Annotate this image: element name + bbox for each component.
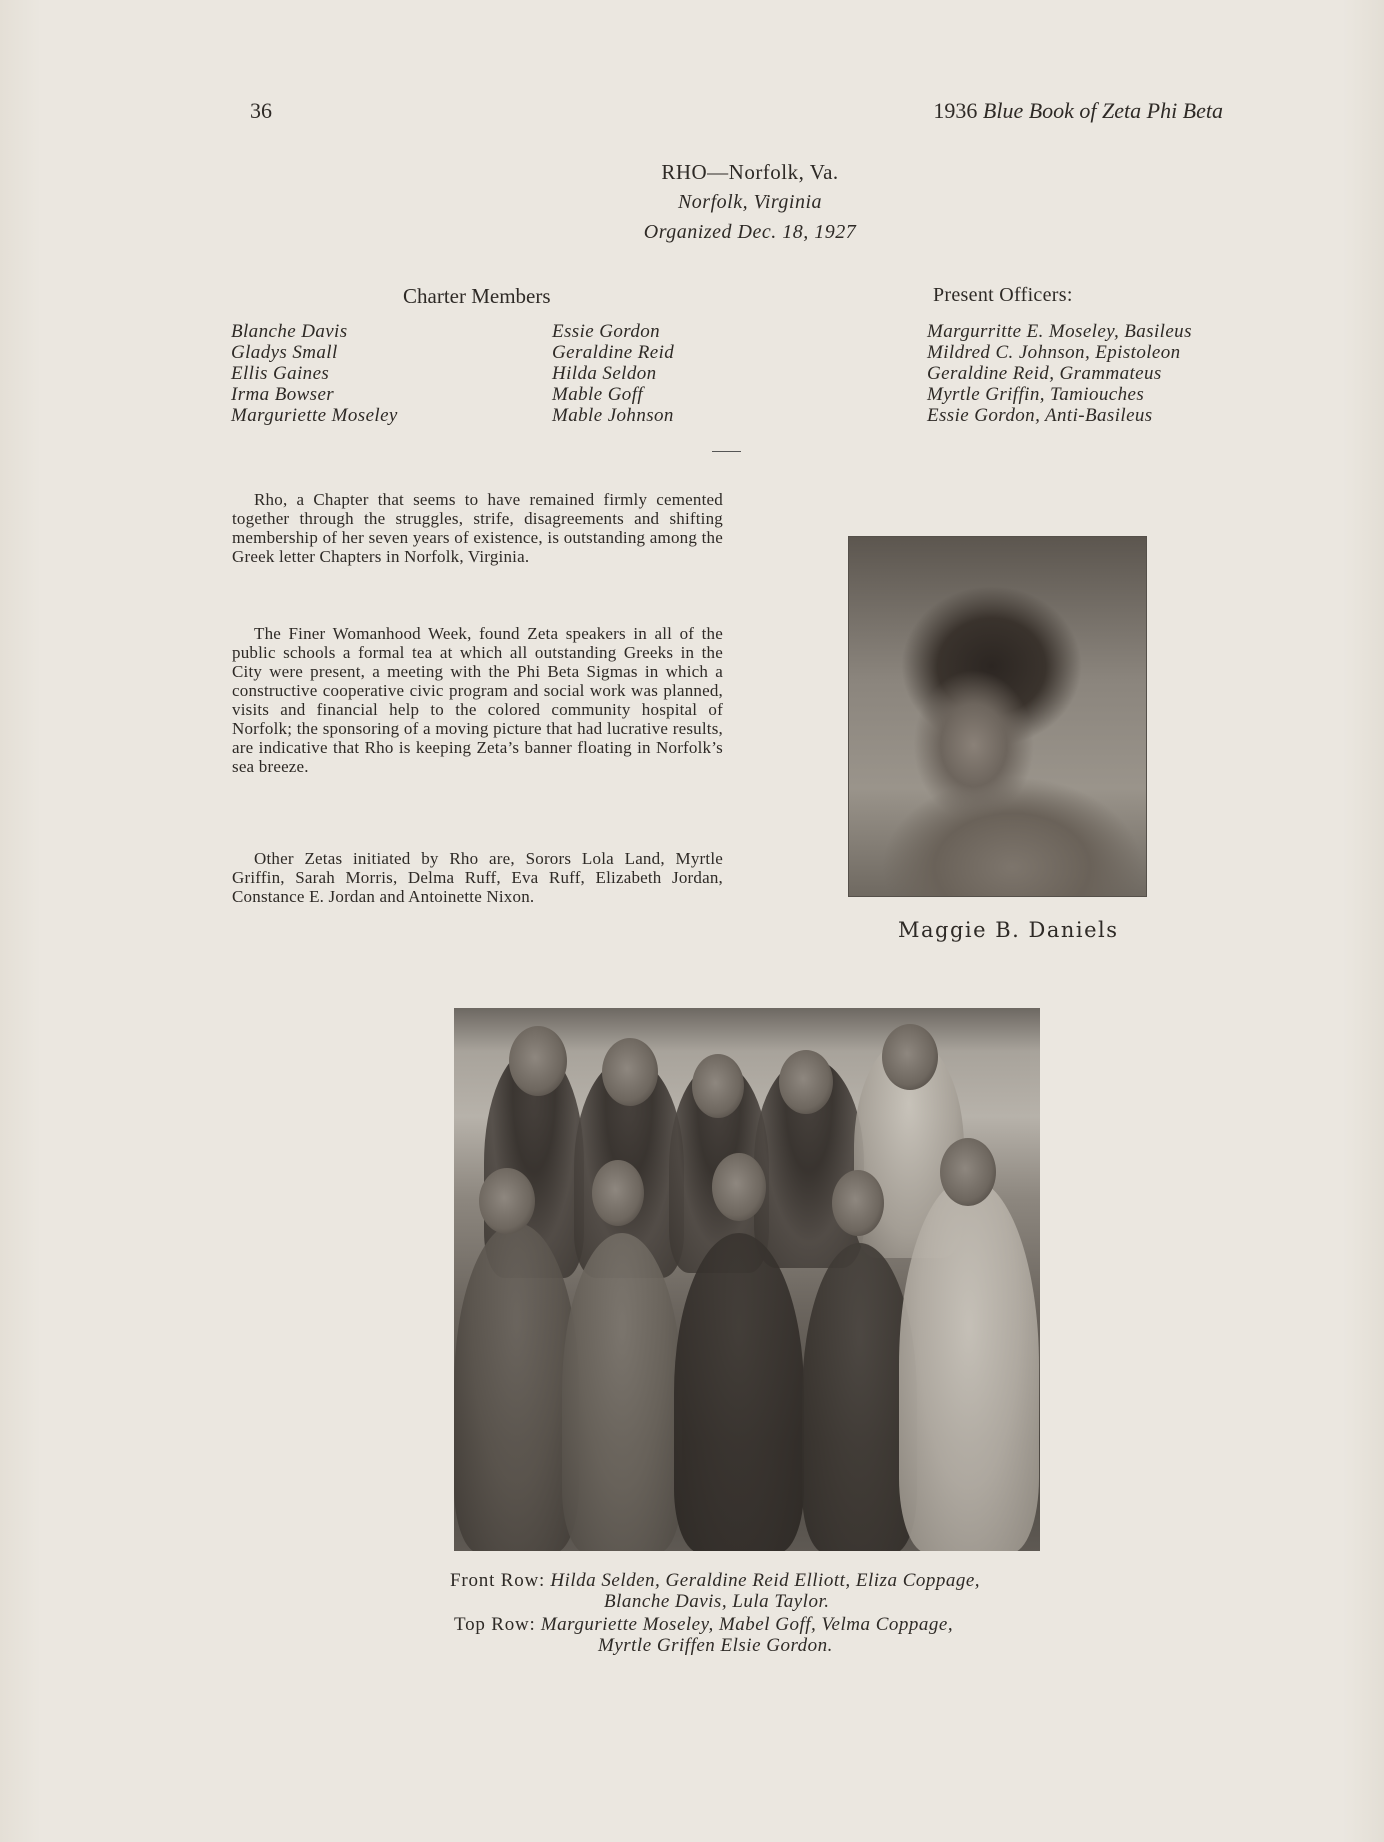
- charter-member: Mable Goff: [552, 384, 644, 405]
- running-header-year: 1936: [933, 98, 978, 123]
- officer: Margurritte E. Moseley, Basileus: [927, 321, 1192, 342]
- front-row-names-continued: Blanche Davis, Lula Taylor.: [604, 1591, 830, 1612]
- front-row-names: Hilda Selden, Geraldine Reid Elliott, Eliza Coppage,: [550, 1570, 981, 1591]
- charter-member: Geraldine Reid: [552, 342, 675, 363]
- charter-member: Irma Bowser: [231, 384, 335, 405]
- present-officers-list: [927, 321, 1247, 426]
- body-paragraph-1: Rho, a Chapter that seems to have remained firmly cemented together through the struggles, strife, disagreements and shifting membership of her seven years of existence, is outstanding among the Greek letter Chapters in Norfolk, Virginia.: [232, 490, 723, 566]
- group-photo-caption-top-row: [454, 1614, 953, 1635]
- front-row-label: Front Row:: [450, 1570, 546, 1591]
- photo-face: [602, 1038, 658, 1106]
- officer: Essie Gordon, Anti-Basileus: [927, 405, 1153, 426]
- photo-face: [479, 1168, 535, 1234]
- photo-figure: [674, 1233, 804, 1551]
- charter-member: Ellis Gaines: [231, 363, 330, 384]
- charter-member: Hilda Seldon: [552, 363, 657, 384]
- photo-figure: [562, 1233, 682, 1551]
- charter-members-column-1: [231, 321, 531, 426]
- top-row-label: Top Row:: [454, 1614, 536, 1635]
- running-header: [933, 98, 1223, 124]
- photo-figure: [454, 1223, 579, 1551]
- photo-face: [940, 1138, 996, 1206]
- chapter-location: Norfolk, Virginia: [677, 191, 823, 213]
- charter-member: Essie Gordon: [552, 321, 661, 342]
- photo-face: [832, 1170, 884, 1236]
- running-header-title: Blue Book of Zeta Phi Beta: [982, 98, 1223, 123]
- portrait-photo: [848, 536, 1147, 897]
- page-number: 36: [250, 98, 272, 123]
- group-photo: [454, 1008, 1040, 1551]
- officer: Geraldine Reid, Grammateus: [927, 363, 1162, 384]
- officer: Mildred C. Johnson, Epistoleon: [927, 342, 1181, 363]
- charter-members-column-2: [552, 321, 852, 426]
- body-paragraph-3: Other Zetas initiated by Rho are, Sorors Lola Land, Myrtle Griffin, Sarah Morris, Delma Ruff, Eva Ruff, Elizabeth Jordan, Constance E. Jordan and Antoinette Nixon.: [232, 849, 723, 906]
- charter-member: Gladys Small: [231, 342, 338, 363]
- chapter-heading-block: [560, 157, 940, 247]
- charter-members-heading: Charter Members: [403, 284, 551, 308]
- photo-figure: [899, 1178, 1039, 1551]
- photo-face: [779, 1050, 833, 1114]
- charter-member: Mable Johnson: [552, 405, 674, 426]
- body-paragraph-2: The Finer Womanhood Week, found Zeta speakers in all of the public schools a formal tea at which all outstanding Greeks in the City were present, a meeting with the Phi Beta Sigmas in which a constructive cooperative civic program and social work was planned, visits and financial help to the colored community hospital of Norfolk; the sponsoring of a moving picture that had lucrative results, are indicative that Rho is keeping Zeta’s banner floating in Norfolk’s sea breeze.: [232, 624, 723, 776]
- photo-face: [692, 1054, 744, 1118]
- top-row-names-continued: Myrtle Griffen Elsie Gordon.: [598, 1635, 833, 1656]
- charter-member: Blanche Davis: [231, 321, 348, 342]
- chapter-title: RHO—Norfolk, Va.: [661, 160, 839, 184]
- charter-member: Marguriette Moseley: [231, 405, 398, 426]
- photo-face: [712, 1153, 766, 1221]
- photo-face: [509, 1026, 567, 1096]
- chapter-organized-date: Organized Dec. 18, 1927: [643, 221, 857, 243]
- top-row-names: Marguriette Moseley, Mabel Goff, Velma Coppage,: [540, 1614, 954, 1635]
- officer: Myrtle Griffin, Tamiouches: [927, 384, 1145, 405]
- present-officers-heading: Present Officers:: [933, 284, 1073, 306]
- portrait-caption: Maggie B. Daniels: [898, 918, 1119, 942]
- section-divider: [712, 451, 741, 452]
- group-photo-caption-front-row: [450, 1570, 980, 1591]
- photo-face: [882, 1024, 938, 1090]
- photo-face: [592, 1160, 644, 1226]
